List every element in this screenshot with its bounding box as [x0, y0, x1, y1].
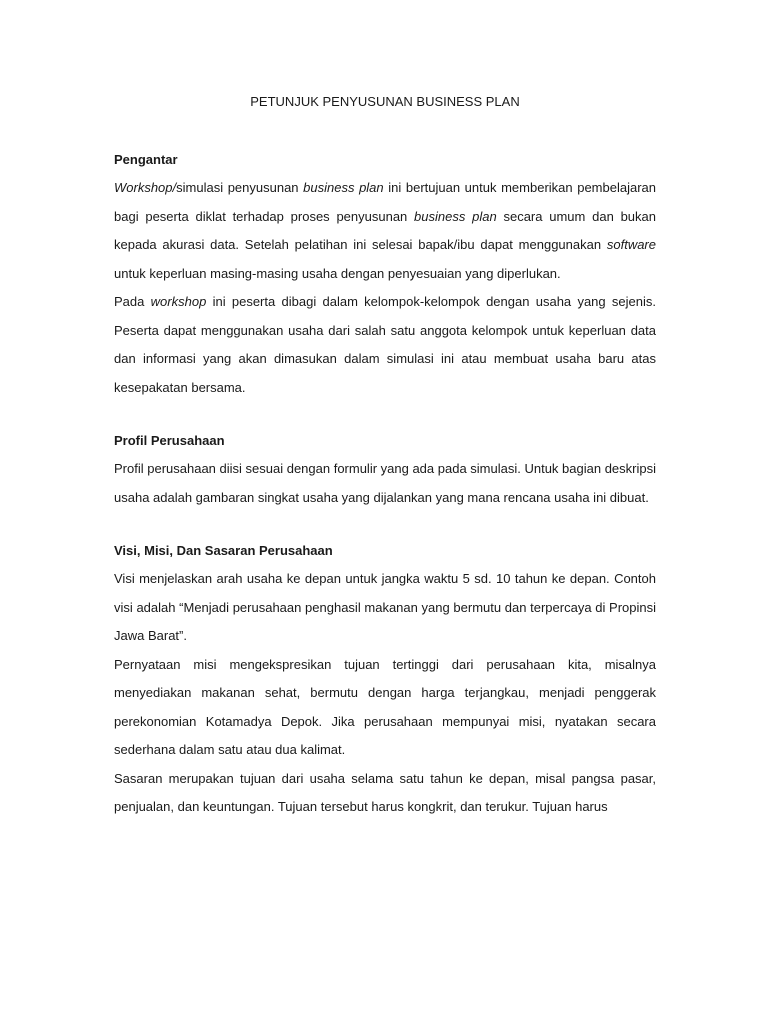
text-run: Visi menjelaskan arah usaha ke depan untuk jangka waktu 5 sd. 10 tahun ke depan. Contoh visi adalah “Menjadi perusahaan penghasil makanan yang bermutu dan terpercaya di Propinsi Jawa Barat”. — [114, 571, 656, 643]
italic-term: software — [606, 237, 656, 252]
paragraph — [114, 651, 656, 765]
text-run: ini bertujuan untuk memberikan pembelajaran bagi peserta diklat terhadap proses penyusunan — [114, 180, 656, 224]
paragraph — [114, 174, 656, 288]
text-run: untuk keperluan masing-masing usaha dengan penyesuaian yang diperlukan. — [114, 265, 561, 281]
document-title: PETUNJUK PENYUSUNAN BUSINESS PLAN — [250, 94, 520, 109]
text-run: Pada — [114, 294, 151, 309]
text-run: simulasi penyusunan — [176, 180, 304, 195]
paragraph — [114, 288, 656, 402]
section-heading: Visi, Misi, Dan Sasaran Perusahaan — [114, 543, 333, 558]
italic-term: workshop — [150, 294, 207, 309]
section-heading: Pengantar — [114, 152, 178, 167]
section-3 — [114, 541, 656, 822]
section-1 — [114, 150, 656, 402]
paragraph — [114, 565, 656, 651]
section-heading: Profil Perusahaan — [114, 433, 225, 448]
italic-term: Workshop/ — [114, 180, 177, 195]
paragraph — [114, 455, 656, 512]
text-run: Pernyataan misi mengekspresikan tujuan tertinggi dari perusahaan kita, misalnya menyediakan makanan sehat, bermutu dengan harga terjangkau, menjadi penggerak perekonomian Kotamadya Depok. Jika perusahaan mempunyai misi, nyatakan secara sederhana dalam satu atau dua kalimat. — [114, 656, 656, 757]
text-run: ini peserta dibagi dalam kelompok-kelompok dengan usaha yang sejenis. Peserta dapat menggunakan usaha dari salah satu anggota kelompok untuk keperluan data dan informasi yang akan dimasukan dalam simulasi ini atau membuat usaha baru atas kesepakatan bersama. — [114, 294, 656, 395]
document-page — [114, 92, 656, 822]
document-body — [114, 150, 656, 822]
section-2 — [114, 431, 656, 512]
italic-term: business plan — [303, 180, 384, 195]
text-run: secara umum dan bukan kepada akurasi data. Setelah pelatihan ini selesai bapak/ibu dapat menggunakan — [114, 208, 656, 252]
italic-term: business plan — [414, 208, 497, 224]
text-run: Profil perusahaan diisi sesuai dengan formulir yang ada pada simulasi. Untuk bagian deskripsi usaha adalah gambaran singkat usaha yang dijalankan yang mana rencana usaha ini dibuat. — [114, 461, 656, 505]
paragraph — [114, 765, 656, 822]
text-run: Sasaran merupakan tujuan dari usaha selama satu tahun ke depan, misal pangsa pasar, penjualan, dan keuntungan. Tujuan tersebut harus kongkrit, dan terukur. Tujuan harus — [114, 770, 656, 814]
